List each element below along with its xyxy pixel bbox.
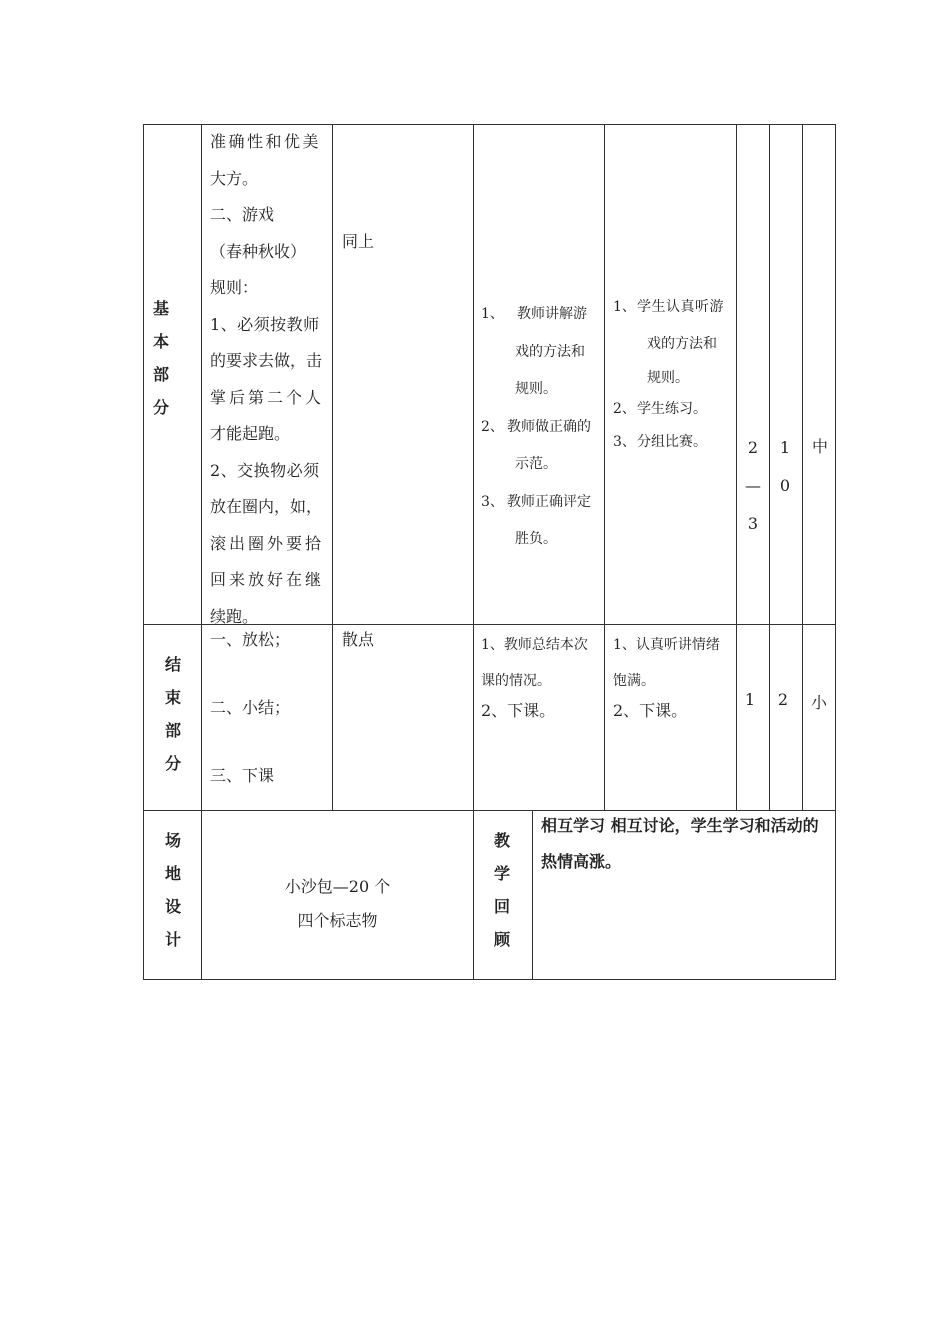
label-char: 基 <box>152 299 169 318</box>
ending-minutes: 2 <box>777 690 789 709</box>
col-divider-minutes <box>802 124 803 810</box>
minutes-char: 1 <box>779 438 791 457</box>
ending-student-activity <box>613 627 735 723</box>
review-line: 热情高涨。 <box>541 852 622 871</box>
table-border-left <box>143 124 144 980</box>
item-text: 教师讲解游 <box>517 306 587 322</box>
item-text: 分组比赛。 <box>637 434 707 450</box>
content-line: （春种秋收） <box>210 241 307 261</box>
item-number: 1、 <box>481 306 504 322</box>
basic-intensity: 中 <box>811 437 828 456</box>
label-char: 结 <box>164 655 181 674</box>
label-char: 束 <box>164 688 181 707</box>
content-line: 准确性和优美 <box>210 132 322 151</box>
item-number: 2、 <box>481 418 504 435</box>
content-line: 才能起跑。 <box>210 424 291 443</box>
basic-student-activity <box>613 289 735 459</box>
times-char: 3 <box>747 514 759 533</box>
activity-line: 1、教师总结本次 <box>481 637 588 653</box>
site-section-label <box>155 824 191 956</box>
label-char: 地 <box>164 864 181 883</box>
equipment-line: 小沙包—20 个 <box>284 877 391 896</box>
content-line: 2、交换物必须 <box>210 460 320 480</box>
content-line: 一、放松； <box>210 630 291 649</box>
activity-line: 2、下课。 <box>481 701 556 720</box>
basic-content <box>210 124 328 635</box>
content-line: 回来放好在继 <box>210 570 325 589</box>
item-text: 规则。 <box>515 381 557 397</box>
content-line: 1、必须按教师 <box>210 314 320 334</box>
lesson-plan-table <box>143 124 836 980</box>
label-char: 分 <box>152 398 169 417</box>
label-char: 部 <box>152 365 169 384</box>
item-text: 戏的方法和 <box>647 336 717 352</box>
label-char: 场 <box>164 831 181 850</box>
basic-teacher-activity <box>481 296 603 559</box>
ending-intensity: 小 <box>810 693 827 712</box>
label-char: 部 <box>164 721 181 740</box>
content-line: 放在圈内，如， <box>210 497 323 516</box>
label-char: 设 <box>164 897 181 916</box>
basic-minutes <box>775 429 795 505</box>
label-char: 本 <box>152 332 169 351</box>
col-divider-teacher <box>604 124 605 810</box>
content-line: 的要求去做，击 <box>210 351 323 370</box>
times-char: 2 <box>747 438 759 457</box>
label-char: 教 <box>493 831 510 850</box>
content-line: 大方。 <box>210 168 259 188</box>
basic-section-label <box>143 292 179 424</box>
times-char: — <box>745 476 761 495</box>
content-line: 三、下课 <box>210 766 275 785</box>
ending-times: 1 <box>744 690 756 709</box>
content-line: 二、小结； <box>210 698 291 717</box>
label-char: 顾 <box>493 930 510 949</box>
basic-times <box>743 429 763 543</box>
label-char: 回 <box>493 897 510 916</box>
col-divider-student <box>736 124 737 810</box>
basic-organization: 同上 <box>342 232 375 251</box>
table-border-right <box>835 124 836 980</box>
minutes-char: 0 <box>779 476 791 495</box>
review-label <box>484 824 520 956</box>
item-text: 示范。 <box>515 456 557 472</box>
ending-teacher-activity <box>481 627 603 723</box>
item-text: 胜负。 <box>515 531 557 547</box>
content-line: 规则： <box>210 278 259 297</box>
site-equipment <box>202 870 473 938</box>
item-text: 教师正确评定 <box>507 493 591 510</box>
col-divider-review-label <box>532 810 533 980</box>
ending-organization: 散点 <box>342 630 375 649</box>
content-line: 掌后第二个人 <box>210 387 325 407</box>
activity-line: 饱满。 <box>613 673 655 689</box>
label-char: 分 <box>164 754 181 773</box>
activity-line: 2、下课。 <box>613 701 688 720</box>
col-divider-content <box>332 124 333 810</box>
item-text: 教师做正确的 <box>507 418 591 435</box>
col-divider-organization <box>473 124 474 980</box>
review-line: 相互学习 相互讨论，学生学习和活动的 <box>541 816 819 835</box>
item-number: 3、 <box>613 434 636 450</box>
ending-section-label <box>155 648 191 780</box>
item-number: 2、 <box>613 401 636 417</box>
item-number: 3、 <box>481 493 504 510</box>
activity-line: 课的情况。 <box>481 673 551 689</box>
item-text: 学生认真听游 <box>637 299 724 315</box>
item-text: 规则。 <box>647 370 689 386</box>
activity-line: 1、认真听讲情绪 <box>613 637 720 653</box>
equipment-line: 四个标志物 <box>297 911 378 930</box>
item-text: 戏的方法和 <box>515 343 585 360</box>
label-char: 学 <box>493 864 510 883</box>
col-divider-times <box>769 124 770 810</box>
content-line: 二、游戏 <box>210 205 275 224</box>
table-border-bottom <box>143 979 836 980</box>
label-char: 计 <box>164 930 181 949</box>
item-text: 学生练习。 <box>637 401 707 417</box>
content-line: 滚出圈外要拾 <box>210 533 325 553</box>
content-line: 续跑。 <box>210 606 259 626</box>
item-number: 1、 <box>613 299 636 315</box>
col-divider-label <box>201 124 202 980</box>
review-text <box>541 808 833 880</box>
